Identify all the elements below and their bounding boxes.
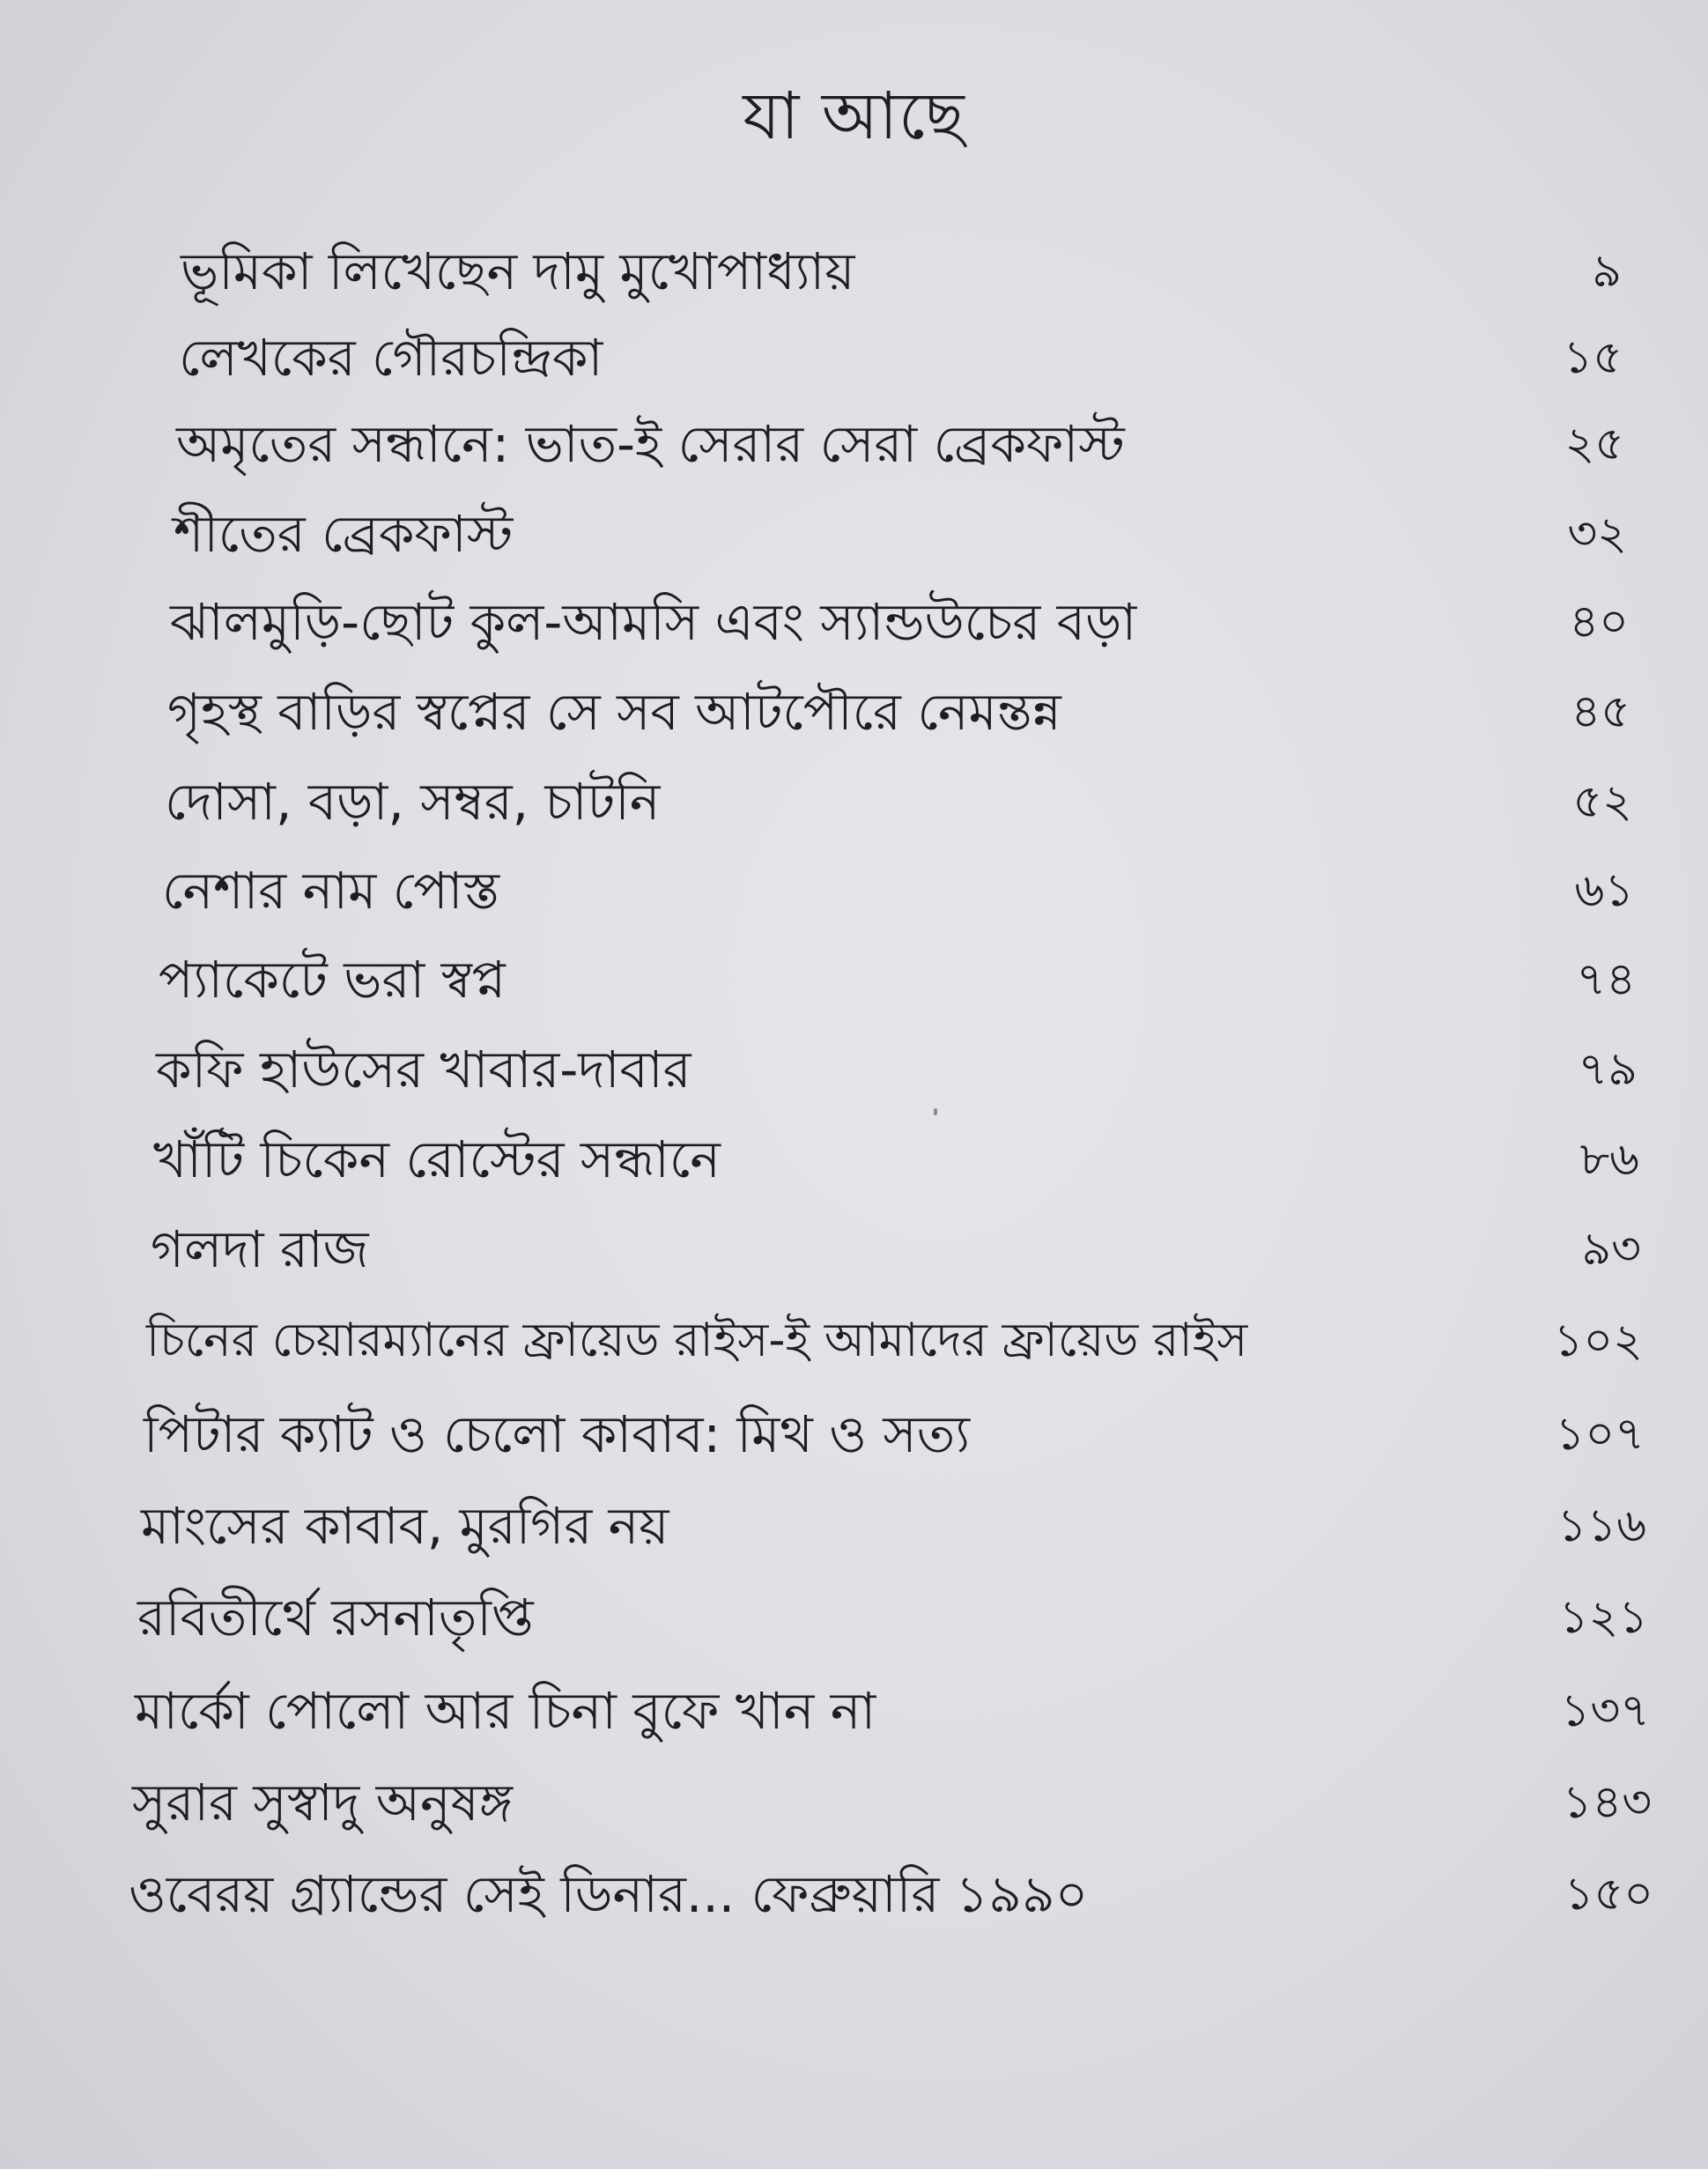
toc-entry-page: ১৩৭ <box>1560 1684 1650 1737</box>
table-of-contents <box>0 231 1708 1993</box>
toc-entry-title: চিনের চেয়ারম্যানের ফ্রায়েড রাইস-ই আমাদের ফ্রায়েড রাইস <box>146 1314 1248 1367</box>
toc-entry-page: ৩২ <box>1567 507 1627 560</box>
toc-entry-page: ৭৪ <box>1576 953 1636 1006</box>
toc-entry <box>0 1209 1708 1288</box>
toc-entry-title: গলদা রাজ <box>151 1219 369 1279</box>
toc-entry-page: ৯৩ <box>1581 1223 1641 1276</box>
toc-entry <box>0 1300 1708 1380</box>
toc-entry-title: গৃহস্থ বাড়ির স্বপ্নের সে সব আটপৌরে নেমন্তন্ন <box>167 682 1061 742</box>
toc-entry <box>0 1485 1708 1565</box>
toc-entry-page: ৯ <box>1592 245 1622 298</box>
toc-entry <box>0 317 1708 396</box>
toc-entry-title: কফি হাউসের খাবার-দাবার <box>156 1040 691 1099</box>
toc-entry-page: ১১৬ <box>1556 1499 1646 1552</box>
toc-entry-page: ১০৭ <box>1555 1408 1645 1461</box>
toc-entry-page: ১৪৩ <box>1562 1776 1652 1829</box>
toc-entry-title: নেশার নাম পোস্ত <box>162 861 500 921</box>
toc-entry <box>0 1119 1708 1198</box>
toc-entry <box>0 403 1708 483</box>
toc-entry <box>0 761 1708 840</box>
toc-entry-title: লেখকের গৌরচন্দ্রিকা <box>179 328 603 388</box>
toc-entry-title: দোসা, বড়া, সম্বর, চাটনি <box>165 772 661 832</box>
toc-entry-page: ৭৯ <box>1578 1043 1638 1096</box>
toc-entry-title: পিটার ক্যাট ও চেলো কাবাব: মিথ ও সত্য <box>144 1404 971 1464</box>
toc-entry <box>0 1670 1708 1750</box>
toc-entry <box>0 939 1708 1018</box>
toc-entry-title: প্যাকেটে ভরা স্বপ্ন <box>159 950 506 1010</box>
toc-entry <box>0 1577 1708 1656</box>
contents-heading: যা আছে <box>743 78 965 154</box>
toc-entry <box>0 1762 1708 1841</box>
toc-entry-title: ঝালমুড়ি-ছোট কুল-আমসি এবং স্যান্ডউচের বড়া <box>170 592 1137 652</box>
toc-entry-page: ১৫০ <box>1564 1868 1653 1921</box>
toc-entry-page: ৮৬ <box>1579 1133 1639 1186</box>
toc-entry <box>0 493 1708 573</box>
toc-entry-title: শীতের ব্রেকফাস্ট <box>174 504 514 564</box>
toc-entry <box>0 581 1708 661</box>
toc-entry-title: সুরার সুস্বাদু অনুষঙ্গ <box>132 1773 514 1832</box>
toc-entry-title: মার্কো পোলো আর চিনা বুফে খান না <box>135 1681 876 1741</box>
toc-entry <box>0 671 1708 751</box>
toc-entry <box>0 1854 1708 1933</box>
toc-entry-title: ওবেরয় গ্র্যান্ডের সেই ডিনার... ফেব্রুয়ারি ১৯৯০ <box>129 1864 1089 1924</box>
paper-speck <box>934 1108 937 1115</box>
toc-entry-title: রবিতীর্থে রসনাতৃপ্তি <box>137 1588 534 1647</box>
toc-entry-page: ৬১ <box>1574 864 1634 917</box>
toc-entry-page: ১০২ <box>1553 1314 1643 1367</box>
toc-entry-page: ৪৫ <box>1571 685 1630 738</box>
toc-entry-title: অমৃতের সন্ধানে: ভাত-ই সেরার সেরা ব্রেকফাস্ট <box>176 414 1125 474</box>
toc-entry-title: খাঁটি চিকেন রোস্টের সন্ধানে <box>153 1129 721 1189</box>
toc-entry-page: ৪০ <box>1569 596 1629 648</box>
toc-entry <box>0 850 1708 929</box>
toc-entry <box>0 1029 1708 1108</box>
toc-entry-title: ভূমিকা লিখেছেন দামু মুখোপাধ্যায় <box>181 241 855 301</box>
toc-entry-page: ২৫ <box>1564 418 1624 470</box>
toc-entry-title: মাংসের কাবাব, মুরগির নয় <box>141 1496 669 1556</box>
toc-entry-page: ১৫ <box>1563 331 1623 384</box>
toc-entry-page: ১২১ <box>1558 1591 1648 1644</box>
toc-entry-page: ৫২ <box>1572 775 1632 828</box>
toc-entry <box>0 1394 1708 1473</box>
toc-entry <box>0 231 1708 310</box>
